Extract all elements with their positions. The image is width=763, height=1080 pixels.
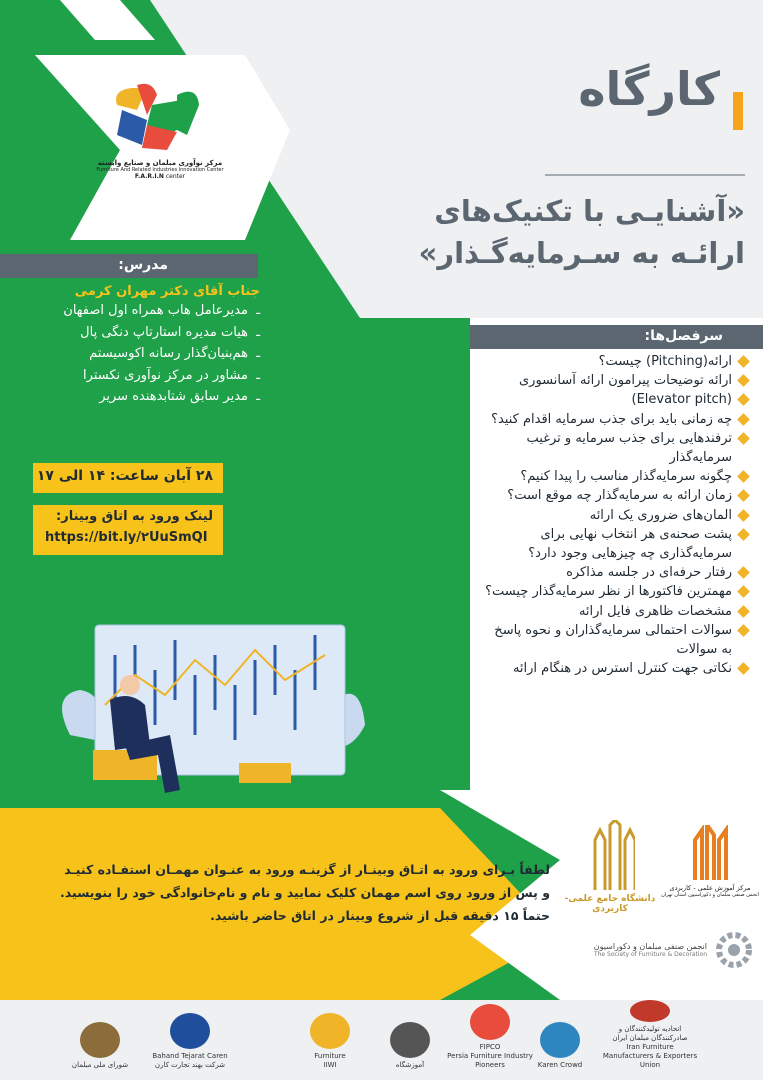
partner-logo	[280, 1000, 380, 1070]
topic-item: زمان ارائه به سرمایه‌گذار چه موقع است؟	[470, 486, 750, 505]
partner-logo-icon	[310, 1013, 350, 1049]
topic-item: ارائه(Pitching) چیست؟	[470, 352, 750, 371]
instructor-section	[10, 284, 260, 411]
instructor-item-dash: ـ	[256, 346, 260, 361]
instructor-label: مدرس:	[0, 254, 258, 278]
logo-name-fa: مرکز نوآوری مبلمان و صنایع وابسته	[97, 159, 223, 167]
partner-name: FIPCO	[479, 1043, 501, 1051]
society-gear-icon	[713, 929, 755, 971]
university-name: دانشگاه جامع علمی-کاربردی	[564, 894, 656, 914]
university-logo	[555, 820, 665, 925]
instructor-item: ـ مدیر سابق شتابدهنده سریر	[99, 389, 260, 404]
topic-item: سرمایه‌گذاری چه چیزهایی وجود دارد؟	[528, 546, 732, 562]
instructor-item: ـ مشاور در مرکز نوآوری نکسترا	[83, 367, 260, 383]
topics-label: سرفصل‌ها:	[470, 325, 763, 349]
instructor-item: ـ هم‌بنیان‌گذار رسانه اکوسیستم	[89, 346, 260, 361]
logo-abbr-sub: center	[165, 173, 186, 180]
partner-name: شورای ملی مبلمان	[71, 1061, 129, 1069]
partner-logo-icon	[390, 1022, 430, 1058]
instructor-item-dash: ـ	[256, 303, 260, 318]
bullet-icon	[737, 605, 750, 618]
investor-illustration	[40, 615, 375, 805]
bullet-icon	[737, 662, 750, 675]
partner-name: Furniture	[314, 1052, 346, 1060]
topic-item: سوالات احتمالی سرمایه‌گذاران و نحوه پاسخ	[470, 621, 750, 640]
topic-item: المان‌های ضروری یک ارائه	[470, 506, 750, 525]
topic-item: پشت صحنه‌ی هر انتخاب نهایی برای	[470, 525, 750, 544]
topic-item: به سوالات	[676, 642, 732, 658]
topic-item: چه زمانی باید برای جذب سرمایه اقدام کنید؟	[470, 410, 750, 429]
farin-logo	[95, 80, 225, 205]
instructor-item-dash: ـ	[256, 324, 260, 340]
topics-section	[470, 352, 750, 678]
bullet-icon	[737, 566, 750, 579]
partner-logo-icon	[470, 1004, 510, 1040]
notice	[30, 858, 550, 927]
notice-line-2: و پس از ورود روی اسم مهمان کلیک نمایید و نام و نام‌خانوادگی خود را بنویسید.	[60, 885, 550, 900]
bullet-icon	[737, 355, 750, 368]
subtitle-line-1: «آشنایـی با تکنیک‌های	[434, 194, 745, 228]
partner-sub: شرکت بهند تجارت کارن	[154, 1061, 226, 1069]
instructor-item-dash: ـ	[256, 367, 260, 383]
instructor-item: ـ مدیرعامل هاب همراه اول اصفهان	[63, 303, 260, 318]
partner-name: آموزشگاه	[395, 1061, 425, 1069]
bullet-icon	[737, 374, 750, 387]
partner-name: اتحادیه تولیدکنندگان و صادرکنندگان مبلمان ایران	[612, 1025, 688, 1042]
topic-item: (Elevator pitch)	[470, 390, 750, 409]
partner-logo-icon	[80, 1022, 120, 1058]
instructor-name: جناب آقای دکتر مهران کرمی	[74, 284, 260, 299]
partner-sub: Iran Furniture Manufacturers & Exporters Union	[602, 1043, 698, 1069]
partner-sub: Persia Furniture Industry Pioneers	[447, 1052, 533, 1069]
topic-item: مشخصات ظاهری فایل ارائه	[470, 602, 750, 621]
partner-logo-icon	[630, 1000, 670, 1022]
society-logo	[555, 925, 755, 975]
partner-logo	[600, 1000, 700, 1070]
training-center-sub: انجمن صنفی مبلمان و دکوراسیون استان تهران	[661, 892, 759, 898]
topic-item: مهمترین فاکتورها از نظر سرمایه‌گذار چیست؟	[470, 582, 750, 601]
topic-item: سرمایه‌گذار	[669, 450, 732, 466]
bullet-icon	[737, 413, 750, 426]
schedule-time: ۲۸ آبان ساعت: ۱۴ الی ۱۷	[36, 468, 213, 484]
partner-name: Bahand Tejarat Caren	[152, 1052, 228, 1060]
instructor-list	[10, 303, 260, 406]
logo-abbr: F.A.R.I.N	[134, 173, 164, 180]
society-name-en: The Society of Furniture & Decoration	[593, 951, 707, 958]
webinar-link-box[interactable]	[33, 505, 223, 555]
partner-logo-icon	[170, 1013, 210, 1049]
bullet-icon	[737, 528, 750, 541]
partner-logo	[50, 1000, 150, 1070]
topic-item: نکاتی جهت کنترل استرس در هنگام ارائه	[470, 659, 750, 678]
society-name-fa: انجمن صنفی مبلمان و دکوراسیون	[593, 942, 707, 951]
bullet-icon	[737, 394, 750, 407]
topics-list	[470, 352, 750, 678]
subtitle	[360, 190, 745, 274]
title-accent-bar	[733, 92, 743, 130]
webinar-link-url[interactable]: https://bit.ly/۲UuSmQI	[45, 530, 208, 545]
bullet-icon	[737, 509, 750, 522]
webinar-link-label: لینک ورود به اتاق وبینار:	[56, 509, 213, 524]
training-center-name: مرکز آموزش علمی - کاربردی	[669, 884, 751, 892]
partner-logo	[140, 1000, 240, 1070]
bullet-icon	[737, 624, 750, 637]
farin-logo-icon	[107, 80, 207, 155]
university-logo-icon	[585, 820, 635, 890]
topic-item: ترفندهایی برای جذب سرمایه و ترغیب	[470, 429, 750, 448]
topic-item: ارائه توضیحات پیرامون ارائه آسانسوری	[470, 371, 750, 390]
bullet-icon	[737, 586, 750, 599]
subtitle-line-2: ارائـه به سـرمایه‌گـذار»	[418, 236, 745, 270]
topic-item: رفتار حرفه‌ای در جلسه مذاکره	[470, 563, 750, 582]
bullet-icon	[737, 470, 750, 483]
notice-line-3: حتماً ۱۵ دقیقه قبل از شروع وبینار در اتاق حاضر باشید.	[210, 908, 550, 923]
training-center-icon	[690, 825, 730, 880]
partner-logo-icon	[540, 1022, 580, 1058]
partner-name: Karen Crowd	[537, 1061, 583, 1069]
page-title: کارگاه	[578, 62, 720, 116]
training-center-logo	[660, 825, 760, 925]
topic-item: چگونه سرمایه‌گذار مناسب را پیدا کنیم؟	[470, 467, 750, 486]
header	[380, 62, 720, 116]
bullet-icon	[737, 432, 750, 445]
logo-name-en: Furniture And Related Industries Innovation Center	[96, 167, 224, 173]
bullet-icon	[737, 490, 750, 503]
partner-sub: IIWI	[323, 1061, 337, 1069]
instructor-item-dash: ـ	[256, 389, 260, 404]
instructor-item: ـ هیات مدیره استارتاپ دنگی پال	[80, 324, 260, 340]
notice-line-1: لطفاً بـرای ورود به اتـاق وبینـار از گزینـه ورود به عنـوان مهمـان استفـاده کنیـد	[64, 862, 550, 877]
schedule-time-box	[33, 463, 223, 493]
